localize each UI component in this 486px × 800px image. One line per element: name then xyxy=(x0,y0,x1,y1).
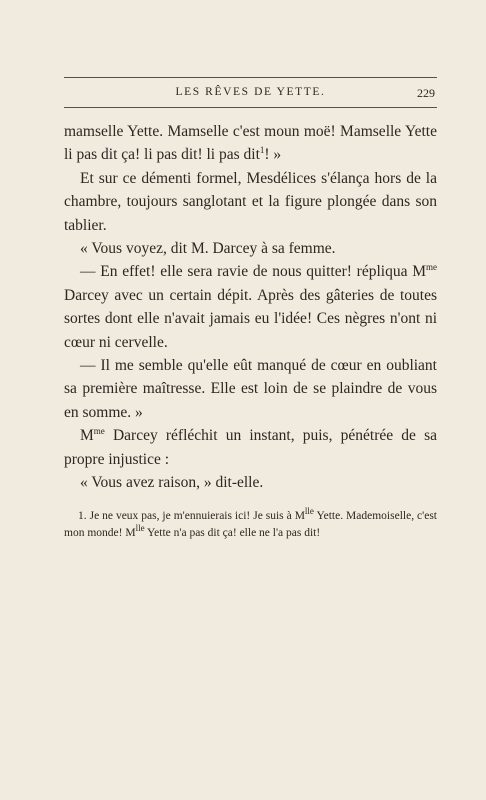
paragraph: « Vous voyez, dit M. Darcey à sa femme. xyxy=(80,240,336,258)
body-text xyxy=(64,120,437,495)
paragraph: « Vous avez raison, » dit-elle. xyxy=(80,474,264,492)
header-top-rule xyxy=(64,77,437,78)
paragraph: mamselle Yette. Mamselle c'est moun moë! Mamselle Yette li pas dit ça! li pas dit! li pas dit$^1$! » xyxy=(64,123,437,164)
paragraph: $M^{me}$ Darcey réfléchit un instant, puis, pénétrée de sa propre injustice : xyxy=(64,426,437,468)
footnote-reference[interactable]: 1 xyxy=(259,145,265,156)
paragraph: Et sur ce démenti formel, Mesdélices s'élança hors de la chambre, toujours sanglotant et la figure plongée dans son tablier. xyxy=(64,169,437,234)
page-header xyxy=(64,86,437,104)
header-bottom-rule xyxy=(64,107,437,108)
paragraph: — En effet! elle sera ravie de nous quitter! répliqua $M^{me}$ Darcey avec un certain dépit. Après des gâteries de toutes sortes dont elle n'avait jamais eu l'idée! Ces nègres n'ont ni cœur ni cervelle. xyxy=(64,262,437,351)
paragraph: — Il me semble qu'elle eût manqué de cœur en oubliant sa première maîtresse. Elle est loin de se plaindre de vous en somme. » xyxy=(64,357,437,421)
footnote: 1. Je ne veux pas, je m'ennuierais ici! Je suis à $M^{lle}$ Yette. Mademoiselle, c'est mon monde! $M^{lle}$ Yette n'a pas dit ça! elle ne l'a pas dit! xyxy=(64,506,437,539)
running-title: LES RÊVES DE YETTE. xyxy=(175,86,326,98)
page-number: 229 xyxy=(417,86,435,100)
